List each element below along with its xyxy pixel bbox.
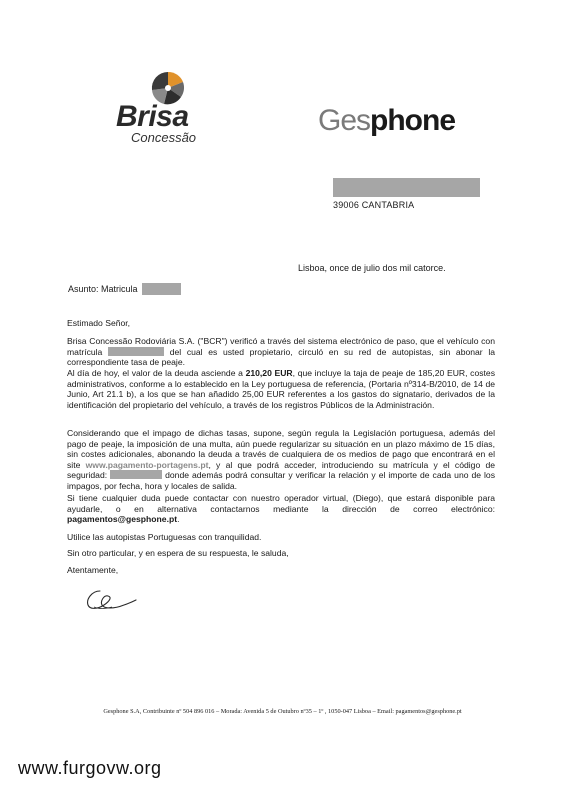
- paragraph-4-text-b: .: [177, 514, 180, 525]
- recipient-address-redaction: [333, 178, 480, 197]
- paragraph-1: [67, 336, 495, 368]
- debt-amount: 210,20 EUR: [245, 368, 293, 378]
- gesphone-logo-part2: phone: [370, 104, 456, 137]
- security-code-redaction: [110, 470, 162, 479]
- signature-icon: [82, 585, 138, 615]
- paragraph-3: [67, 428, 495, 492]
- letter-date: Lisboa, once de julio dos mil catorce.: [298, 263, 446, 273]
- letter-footer: Gesphone S.A, Contribuinte nº 504 896 016 – Morada: Avenida 5 de Outubro nº35 – 1º , 1050-047 Lisboa – Email: pagamentos@gesphone.pt: [103, 708, 462, 715]
- paragraph-3-text-b: , y al que podrá acceder, introduciendo su matrícula y el código de seguridad:: [67, 459, 496, 481]
- brisa-logo-word: Brisa: [116, 100, 189, 133]
- plate-redaction: [108, 347, 164, 356]
- paragraph-6: Sin otro particular, y en espera de su respuesta, le saluda,: [67, 548, 289, 558]
- subject-line: Asunto: Matricula: [68, 284, 138, 294]
- closing: Atentamente,: [67, 565, 119, 575]
- subject-plate-redaction: [142, 283, 181, 295]
- watermark: www.furgovw.org: [18, 758, 162, 778]
- paragraph-1-text-a: Brisa Concessão Rodoviária S.A. ("BCR") verificó a través del sistema electrónico de paso, que el vehículo con matrícula: [67, 336, 495, 357]
- contact-email[interactable]: pagamentos@gesphone.pt: [67, 514, 178, 525]
- salutation: Estimado Señor,: [67, 318, 131, 328]
- paragraph-2: [67, 368, 495, 410]
- paragraph-3-text-c: donde además podrá consultar y verificar la relación y el importe de cada uno de los impagos, por fecha, hora y locales de salida.: [67, 470, 496, 491]
- payment-site-link[interactable]: www.pagamento-portagens.pt: [85, 459, 209, 470]
- paragraph-1-text-b: del cual es usted propietario, circuló en su red de autopistas, sin abonar la correspondiente tasa de peaje.: [67, 346, 496, 368]
- paragraph-4: [67, 493, 495, 525]
- paragraph-3-text-a: Considerando que el impago de dichas tasas, supone, según regula la Legislación portuguesa, además del pago de peaje, la imposición de una multa, aún puede regularizar su situación en un plazo máximo de 15 días, sin costes adicionales, abonando la deuda a través de cualquiera de os medios de pago que encontrará en el site: [67, 428, 495, 470]
- paragraph-2-text-b: , que incluye la taja de peaje de 185,20 EUR, costes administrativos, conforme a lo establecido en la Ley portuguesa de referencia, (Portaria nº314-B/2010, de 14 de Junio, Art 21.1 b), a los que se han añadido 25,00 EUR referentes a los gastos do signatario, derivados de la identificación del propietario del vehículo, a través de los registros Públicos de la Administración.: [67, 368, 495, 410]
- recipient-city-line: 39006 CANTABRIA: [333, 200, 415, 210]
- paragraph-4-text-a: Si tiene cualquier duda puede contactar con nuestro operador virtual, (Diego), que estará disponible para ayudarle, o en alternativa contactarnos mediante la dirección de correo electrónico:: [67, 493, 495, 514]
- paragraph-2-text-a: Al día de hoy, el valor de la deuda asciende a: [67, 368, 243, 378]
- gesphone-logo: [318, 104, 455, 138]
- paragraph-5: Utilice las autopistas Portuguesas con tranquilidad.: [67, 532, 262, 542]
- brisa-logo-subtitle: Concessão: [131, 130, 197, 145]
- gesphone-logo-part1: Ges: [318, 104, 371, 137]
